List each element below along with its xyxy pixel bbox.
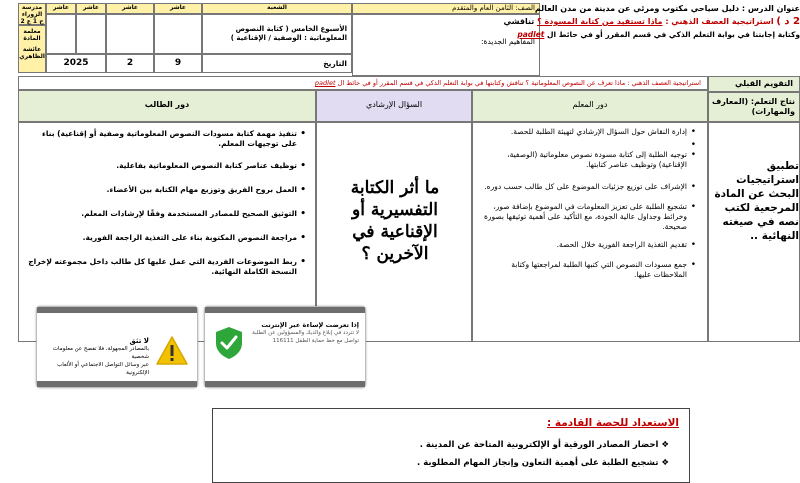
brainstorm-line-2-text: وكتابة إجابتنا في بوابة التعلم الذكي في قسم المقرر أو في حائط ال [547,30,800,39]
student-item-1: • تنفيذ مهمة كتابة مسودات النصوص المعلوماتية وصفية أو إقناعية) بناء على توجيهات المعلم. [25,129,297,149]
pre-assessment-title: التقويم القبلي [735,79,793,88]
division-label: الشعبة [267,4,287,11]
strip-padlet[interactable]: padlet [314,79,336,87]
assessment-body: تطبيق استراتيجيات البحث عن المادة المرجعية لكتب نصه في صيغته النهائية .. [714,160,799,242]
student-item-4: • التوثيق الصحيح للمصادر المستخدمة وفقًا لإرشادات المعلم. [25,209,297,219]
next-lesson-box [212,408,690,483]
warning-line-1: بالمصادر المجهولة، فلا تفصح عن معلومات شخصية [52,346,149,360]
brainstorm-line-1 [503,16,800,28]
period-cell-3 [106,3,154,14]
teacher-item-6: • تقديم التغذية الراجعة الفورية خلال الحصة. [477,240,687,250]
week-cell [202,14,352,54]
safety-line-2: تواصل مع خط حماية الطفل 116111 [272,338,359,344]
teacher-role-header [472,90,708,122]
period-cell-4 [154,3,202,14]
notice-bottom-bar [205,381,365,387]
year-cell [46,54,106,73]
safety-notice-text [249,321,359,345]
teacher-item-1: • إدارة النقاش حول السؤال الإرشادي لتهيئة الطلبة للحصة. [477,127,687,137]
warning-line-2: عبر وسائل التواصل الاجتماعي أو الألعاب الإلكترونية [57,362,149,376]
period-label: عاشر [53,4,69,11]
subject-teacher-title: معلمة المادة [23,28,41,42]
outcomes-title: نتاج التعلم: (المعارف والمهارات) [711,97,795,116]
safety-line-1: لا تتردد في إبلاغ والديك والمسؤولين عن الطلبة [252,330,359,336]
blank-cell-c [106,14,154,54]
strip-cell [18,76,708,90]
teacher-item-2 [477,140,687,150]
safety-title: إذا تعرضت لإساءة عبر الإنترنت [261,321,359,329]
strip-text: استراتيجية العصف الذهني : ماذا تعرف عن النصوص المعلوماتية ؟ تناقش وكتابتها في بوابة التعلم الذكي في قسم المقرر أو في حائط ال [337,79,701,87]
year-value: 2025 [63,58,89,68]
teacher-role-list [477,127,697,280]
padlet-link[interactable]: padlet [517,30,545,39]
outcomes-header [708,92,800,122]
teacher-item-5: • تشجيع الطلبة على تعزيز المعلومات في الموضوع بإضافة صور، وخرائط وجداول عالية الجودة، مع التأكيد على أهمية توثيقها بصورة صحيحة. [477,202,687,232]
period-label: عاشر [122,4,138,11]
date-label: التاريخ [323,59,347,68]
teacher-item-7: • جمع مسودات النصوص التي كتبها الطلبة لمراجعتها وكتابة الملاحظات عليها. [477,260,687,280]
month-cell [106,54,154,73]
brainstorm-line-2 [504,29,800,41]
teacher-item-3: • توجيه الطلبة إلى كتابة مسودة نصوص معلوماتية (الوصفية، الإقناعية) وتوظيف عناصر كتابتها. [477,150,687,170]
diamond-bullet-icon: ❖ [658,440,669,450]
period-cell-1 [46,3,76,14]
notice-top-bar [205,307,365,313]
guide-question-header [316,90,472,122]
school-cell [18,3,46,25]
diamond-bullet-icon: ❖ [658,458,669,468]
brainstorm-prefix: 2 د ) [776,16,800,27]
warning-notice-text [41,337,149,377]
teacher-name: عائشة الظاهري [19,46,45,60]
period-label: عاشر [170,4,186,11]
safety-notice-card [204,306,366,388]
next-lesson-item-1 [249,439,669,451]
assessment-column [708,122,800,342]
brainstorm-rest: تناقشي [503,17,535,26]
warning-triangle-icon [155,335,189,367]
grade-cell [352,3,540,14]
student-item-6: • ربط الموضوعات الفردية التي عمل عليها كل طالب داخل مجموعته لإخراج النسخة الكاملة النهائية. [25,257,297,277]
teacher-role-title: دور المعلم [572,100,608,109]
week-text: الأسبوع الخامس ( كتابة النصوص المعلوماتية : الوصفية / الإقناعية ) [230,25,347,42]
next-lesson-item-text: تشجيع الطلبة على أهمية التعاون وإنجاز المهام المطلوبة . [417,458,659,468]
next-lesson-title: الاستعداد للحصة القادمة : [547,417,679,429]
guide-question-text: ما أثر الكتابة التفسيرية أو الإقناعية في الآخرين ؟ [350,178,440,264]
brainstorm-label: استراتيجية العصف الذهني : [665,17,774,26]
warning-notice-card [36,306,198,388]
day-cell [154,54,202,73]
division-cell [202,3,352,14]
pre-assessment-header [708,76,800,92]
student-item-5: • مراجعة النصوص المكتوبة بناء على التغذية الراجعة الفورية. [25,233,297,243]
brainstorm-question: ماذا تستفيد من كتابة المسودة ؟ [537,17,663,26]
student-item-3: • العمل بروح الفريق وتوزيع مهام الكتابة بين الأعضاء. [25,185,297,195]
blank-cell-b [76,14,106,54]
next-lesson-item-text: احضار المصادر الورقية أو الإلكترونية المتاحة عن المدينة . [419,440,659,450]
new-concepts-label: المفاهيم الجديدة: [480,37,535,46]
lesson-label: عنوان الدرس : [741,4,800,13]
notice-bottom-bar [37,381,197,387]
blank-cell-a [46,14,76,54]
grade-label: الصف: الثامن العام والمتقدم [452,4,535,12]
warning-title: لا تثق [129,337,149,345]
teacher-role-column [472,122,708,342]
blank-cell-d [154,14,202,54]
period-label: عاشر [83,4,99,11]
day-value: 9 [174,58,182,68]
shield-check-icon [213,325,245,361]
lesson-title-row [534,3,800,15]
date-label-cell [202,54,352,73]
guide-question-title: السؤال الإرشادي [365,100,423,109]
student-role-header [18,90,316,122]
student-role-list [25,129,307,277]
school-name: مدرسة الزوراء ح 1 ع 2 [20,4,44,25]
period-cell-2 [76,3,106,14]
month-value: 2 [126,58,134,68]
student-item-2: • توظيف عناصر كتابة النصوص المعلوماتية بفاعلية. [25,161,297,171]
next-lesson-item-2 [249,457,669,469]
student-role-title: دور الطالب [144,100,190,109]
teacher-item-4: • الإشراف على توزيع جزئيات الموضوع على كل طالب حسب دوره. [477,182,687,192]
notice-top-bar [37,307,197,313]
lesson-title: دليل سياحي مكتوب ومرئي عن مدينة من مدن العالم [534,4,740,13]
teacher-cell [18,25,46,73]
